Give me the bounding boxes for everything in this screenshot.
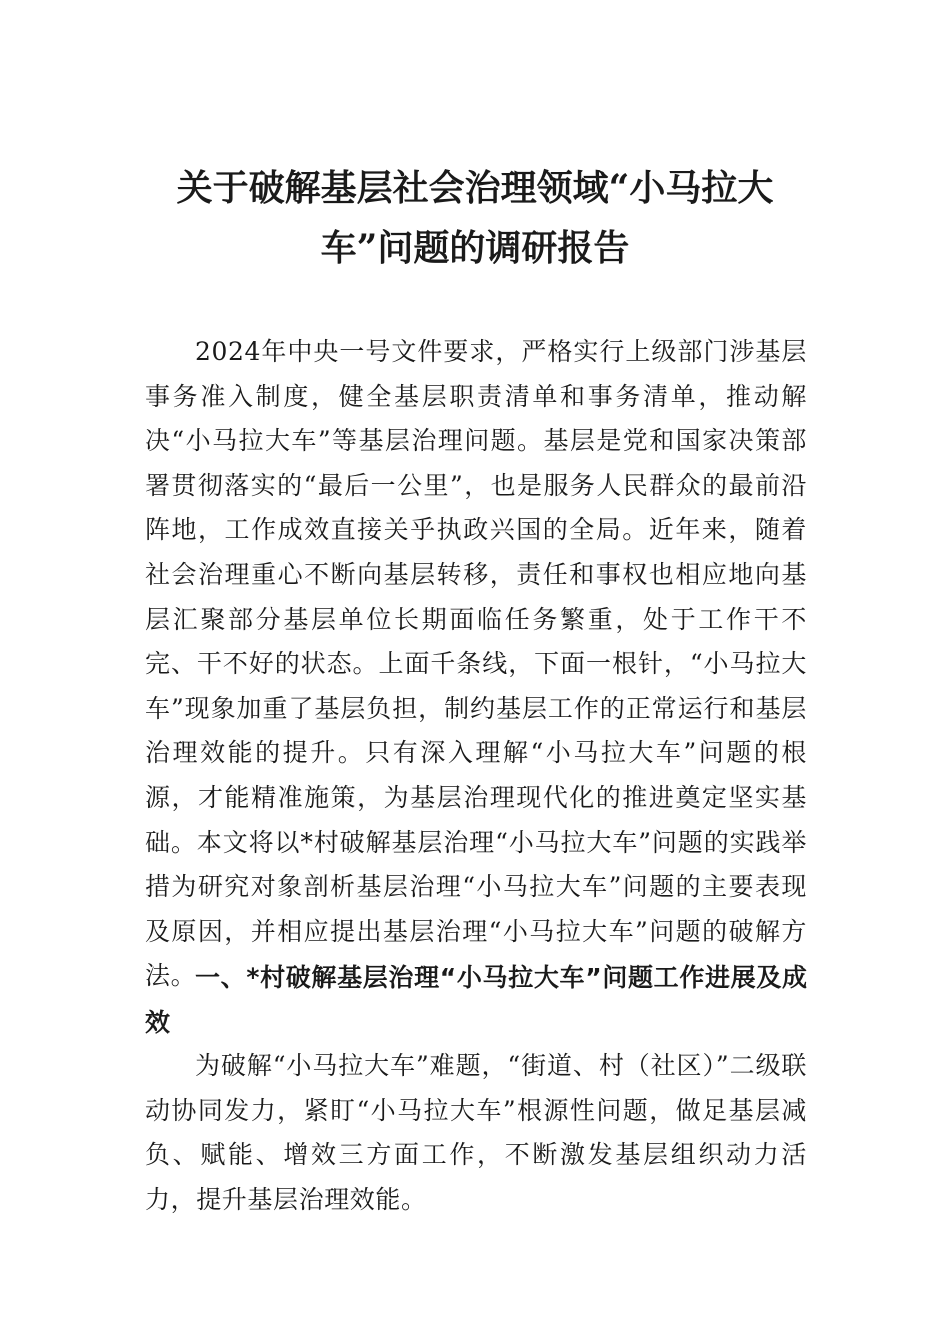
document-title [145, 158, 805, 278]
title-line-2: 车”问题的调研报告 [320, 227, 630, 269]
intro-paragraph: 2024年中央一号文件要求，严格实行上级部门涉基层事务准入制度，健全基层职责清单和事务清单，推动解决“小马拉大车”等基层治理问题。基层是党和国家决策部署贯彻落实的“最后一公里”，也是服务人民群众的最前沿阵地，工作成效直接关乎执政兴国的全局。近年来，随着社会治理重心不断向基层转移，责任和事权也相应地向基层汇聚部分基层单位长期面临任务繁重，处于工作干不完、干不好的状态。上面千条线，下面一根针，“小马拉大车”现象加重了基层负担，制约基层工作的正常运行和基层治理效能的提升。只有深入理解“小马拉大车”问题的根源，才能精准施策，为基层治理现代化的推进奠定坚实基础。本文将以*村破解基层治理“小马拉大车”问题的实践举措为研究对象剖析基层治理“小马拉大车”问题的主要表现及原因，并相应提出基层治理“小马拉大车”问题的破解方法。 [145, 337, 807, 991]
title-line-1: 关于破解基层社会治理领域“小马拉大 [176, 167, 774, 209]
section-heading-1: 一、*村破解基层治理“小马拉大车”问题工作进展及成效 [145, 963, 807, 1037]
section-1-paragraph: 为破解“小马拉大车”难题，“街道、村（社区）”二级联动协同发力，紧盯“小马拉大车”根源性问题，做足基层减负、赋能、增效三方面工作，不断激发基层组织动力活力，提升基层治理效能。 [145, 1051, 807, 1214]
